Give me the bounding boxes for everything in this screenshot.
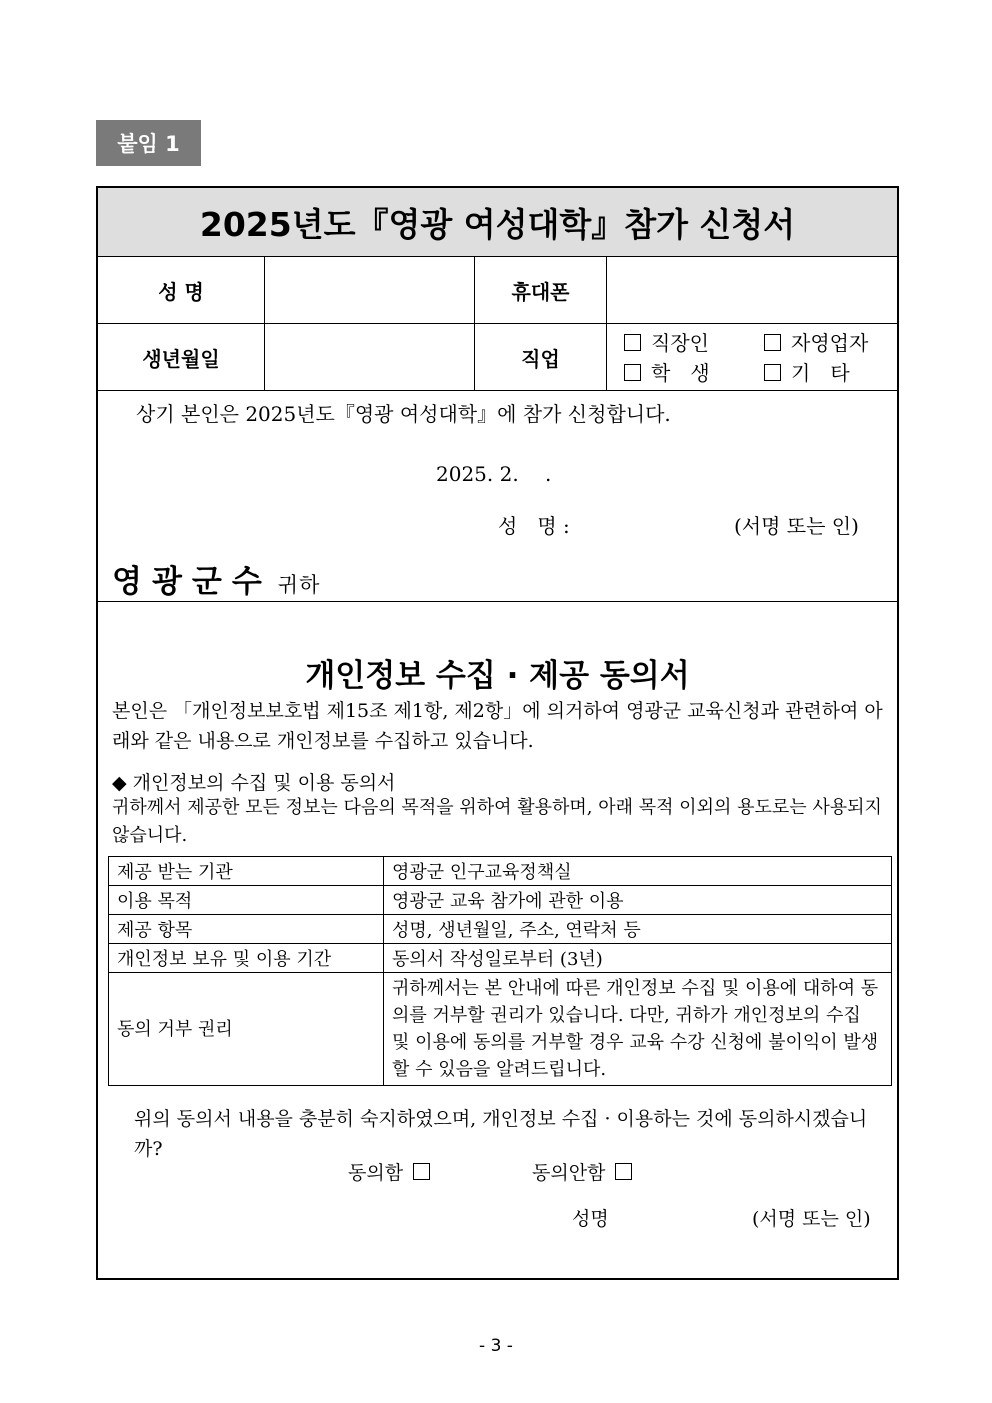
job-label: 직업 [521,346,560,371]
application-statement: 상기 본인은 2025년도『영광 여성대학』에 참가 신청합니다. [136,402,671,426]
form-title: 2025년도『영광 여성대학』참가 신청서 [98,188,897,257]
phone-label: 휴대폰 [511,279,570,304]
row-divider [98,390,897,391]
table-value: 영광군 교육 참가에 관한 이용 [384,886,892,915]
job-option[interactable]: 자영업자 [764,328,884,358]
consent-title: 개인정보 수집 · 제공 동의서 [305,658,690,694]
attachment-label: 붙임 1 [96,120,201,166]
job-option[interactable]: 학 생 [624,358,764,388]
table-key: 제공 항목 [109,915,384,944]
signature-note: (서명 또는 인) [734,514,859,538]
consent-info-table [108,856,892,1086]
birthdate-field[interactable] [265,324,474,390]
consent-signature-label: 성명 [572,1208,609,1230]
table-value: 성명, 생년월일, 주소, 연락처 등 [384,915,892,944]
job-option[interactable]: 기 타 [764,358,884,388]
consent-section-heading: ◆ 개인정보의 수집 및 이용 동의서 [112,772,396,794]
table-row [109,915,892,944]
checkbox[interactable] [624,364,641,381]
table-key: 개인정보 보유 및 이용 기간 [109,944,384,973]
table-value: 영광군 인구교육정책실 [384,857,892,886]
addressee: 영광군수 귀하 [112,564,321,600]
table-row [109,886,892,915]
name-field[interactable] [265,257,474,323]
table-value: 귀하께서는 본 안내에 따른 개인정보 수집 및 이용에 대하여 동의를 거부할 권리가 있습니다. 다만, 귀하가 개인정보의 수집 및 이용에 동의를 거부할 경우 교육 수강 신청에 불이익이 발생할 수 있음을 알려드립니다. [384,973,892,1086]
section-divider [98,601,897,602]
application-date: 2025. 2. . [436,462,552,486]
agree-option[interactable]: 동의함 [348,1158,440,1185]
disagree-checkbox[interactable] [615,1163,632,1180]
table-key: 이용 목적 [109,886,384,915]
consent-question: 위의 동의서 내용을 충분히 숙지하였으며, 개인정보 수집 · 이용하는 것에 동의하시겠습니까? [134,1108,868,1160]
table-key: 동의 거부 권리 [109,973,384,1086]
consent-signature-note: (서명 또는 인) [752,1208,871,1230]
checkbox[interactable] [624,334,641,351]
job-option[interactable]: 직장인 [624,328,764,358]
page-number: - 3 - [479,1336,513,1356]
table-row [109,857,892,886]
signature-label: 성 명 : [498,514,570,538]
checkbox[interactable] [764,364,781,381]
agree-checkbox[interactable] [413,1163,430,1180]
name-label: 성 명 [158,279,204,304]
phone-field[interactable] [607,257,897,323]
consent-intro: 본인은 「개인정보보호법 제15조 제1항, 제2항」에 의거하여 영광군 교육신청과 관련하여 아래와 같은 내용으로 개인정보를 수집하고 있습니다. [112,700,883,752]
consent-section-text: 귀하께서 제공한 모든 정보는 다음의 목적을 위하여 활용하며, 아래 목적 이외의 용도로는 사용되지 않습니다. [112,797,882,846]
table-key: 제공 받는 기관 [109,857,384,886]
table-row [109,944,892,973]
table-value: 동의서 작성일로부터 (3년) [384,944,892,973]
checkbox[interactable] [764,334,781,351]
table-row [109,973,892,1086]
job-options [624,328,894,388]
birthdate-label: 생년월일 [142,346,220,371]
disagree-option[interactable]: 동의안함 [532,1158,642,1185]
application-form [96,186,899,1280]
